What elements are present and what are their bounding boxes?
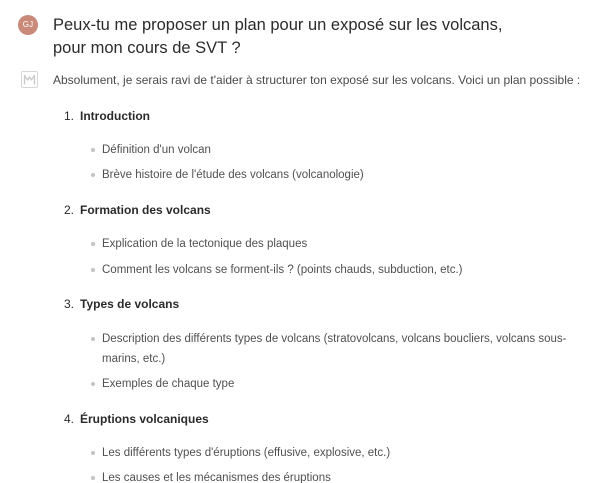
section-number: 3.	[64, 297, 75, 311]
section-eruptions	[64, 411, 209, 427]
user-avatar: GJ	[18, 15, 38, 35]
list-item: Définition d'un volcan	[102, 140, 580, 160]
list-item: Les différents types d'éruptions (effusive, explosive, etc.)	[102, 443, 580, 463]
section-introduction	[64, 108, 150, 124]
list-item: Brève histoire de l'étude des volcans (volcanologie)	[102, 165, 580, 185]
list-item: Exemples de chaque type	[102, 374, 580, 394]
section-types	[64, 296, 179, 312]
list-item: Explication de la tectonique des plaques	[102, 234, 580, 254]
section-title: Formation des volcans	[80, 203, 211, 217]
section-formation	[64, 202, 211, 218]
section-title: Introduction	[80, 109, 150, 123]
section-title: Éruptions volcaniques	[80, 412, 209, 426]
reply-intro: Absolument, je serais ravi de t'aider à structurer ton exposé sur les volcans. Voici un plan possible :	[53, 73, 581, 87]
list-item: Les causes et les mécanismes des éruptions	[102, 468, 580, 483]
section-number: 2.	[64, 203, 75, 217]
section-number: 4.	[64, 412, 75, 426]
assistant-logo-icon	[21, 71, 38, 88]
section-number: 1.	[64, 109, 75, 123]
list-item: Description des différents types de volcans (stratovolcans, volcans boucliers, volcans sous-marins, etc.)	[102, 329, 580, 369]
user-question-text: Peux-tu me proposer un plan pour un exposé sur les volcans, pour mon cours de SVT ?	[53, 16, 503, 57]
section-title: Types de volcans	[80, 297, 180, 311]
list-item: Comment les volcans se forment-ils ? (points chauds, subduction, etc.)	[102, 260, 580, 280]
